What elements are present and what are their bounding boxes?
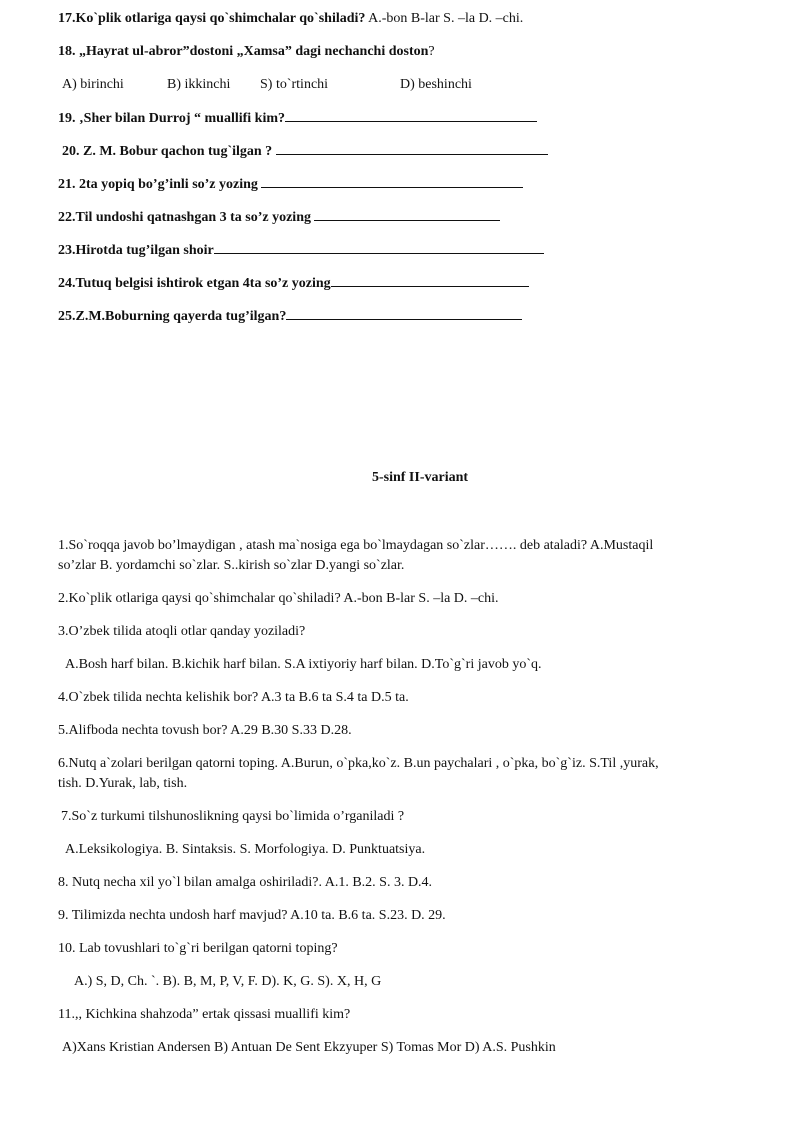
question-17: 17.Ko`plik otlariga qaysi qo`shimchalar qo`shiladi? A.-bon B-lar S. –la D. –chi. — [58, 11, 524, 26]
question-1-line-2: so’zlar B. yordamchi so`zlar. S..kirish so`zlar D.yangi so`zlar. — [58, 558, 405, 573]
question-8: 8. Nutq necha xil yo`l bilan amalga oshiriladi?. A.1. B.2. S. 3. D.4. — [58, 875, 433, 890]
question-22: 22.Til undoshi qatnashgan 3 ta so’z yozing — [58, 208, 500, 227]
answer-blank — [276, 142, 548, 155]
answer-blank — [285, 109, 537, 122]
question-25: 25.Z.M.Boburning qayerda tug’ilgan? — [58, 307, 522, 326]
question-7: 7.So`z turkumi tilshunoslikning qaysi bo`limida o’rganiladi ? — [61, 809, 405, 824]
question-24: 24.Tutuq belgisi ishtirok etgan 4ta so’z yozing — [58, 274, 529, 293]
question-1-line-1: 1.So`roqqa javob bo’lmaydigan , atash ma`nosiga ega bo`lmaydagan so`zlar……. deb ataladi? A.Mustaqil — [58, 538, 654, 553]
question-2: 2.Ko`plik otlariga qaysi qo`shimchalar qo`shiladi? A.-bon B-lar S. –la D. –chi. — [58, 591, 499, 606]
answer-blank — [214, 241, 544, 254]
option-d: D) beshinchi — [400, 77, 472, 92]
question-10-options: A.) S, D, Ch. `. B). B, M, P, V, F. D). K, G. S). X, H, G — [74, 974, 382, 989]
option-b: B) ikkinchi — [167, 77, 231, 92]
option-s: S) to`rtinchi — [260, 77, 329, 92]
question-23: 23.Hirotda tug’ilgan shoir — [58, 241, 544, 260]
question-11-options: A)Xans Kristian Andersen B) Antuan De Sent Ekzyuper S) Tomas Mor D) A.S. Pushkin — [62, 1040, 556, 1055]
question-6-line-1: 6.Nutq a`zolari berilgan qatorni toping. A.Burun, o`pka,ko`z. B.un paychalari , o`pka, bo`g`iz. S.Til ,yurak, — [58, 756, 659, 771]
answer-blank — [286, 307, 522, 320]
question-4: 4.O`zbek tilida nechta kelishik bor? A.3 ta B.6 ta S.4 ta D.5 ta. — [58, 690, 409, 705]
question-10: 10. Lab tovushlari to`g`ri berilgan qatorni toping? — [58, 941, 338, 956]
question-3: 3.O’zbek tilida atoqli otlar qanday yoziladi? — [58, 624, 306, 639]
answer-blank — [314, 208, 500, 221]
question-19: 19. ‚Sher bilan Durroj “ muallifi kim? — [58, 109, 537, 128]
question-6-line-2: tish. D.Yurak, lab, tish. — [58, 776, 188, 791]
question-9: 9. Tilimizda nechta undosh harf mavjud? A.10 ta. B.6 ta. S.23. D. 29. — [58, 908, 446, 923]
question-3-options: A.Bosh harf bilan. B.kichik harf bilan. S.A ixtiyoriy harf bilan. D.To`g`ri javob yo`q. — [65, 657, 542, 672]
section-title: 5-sinf II-variant — [371, 470, 469, 485]
option-a: A) birinchi — [62, 77, 124, 92]
question-7-options: A.Leksikologiya. B. Sintaksis. S. Morfologiya. D. Punktuatsiya. — [65, 842, 426, 857]
question-5: 5.Alifboda nechta tovush bor? A.29 B.30 S.33 D.28. — [58, 723, 352, 738]
answer-blank — [261, 175, 523, 188]
answer-blank — [331, 274, 529, 287]
question-11: 11.,, Kichkina shahzoda” ertak qissasi muallifi kim? — [58, 1007, 351, 1022]
question-20: 20. Z. M. Bobur qachon tug`ilgan ? — [62, 142, 548, 161]
question-18: 18. „Hayrat ul-abror”dostoni „Xamsa” dagi nechanchi doston? — [58, 44, 435, 59]
question-21: 21. 2ta yopiq bo’g’inli so’z yozing — [58, 175, 523, 194]
